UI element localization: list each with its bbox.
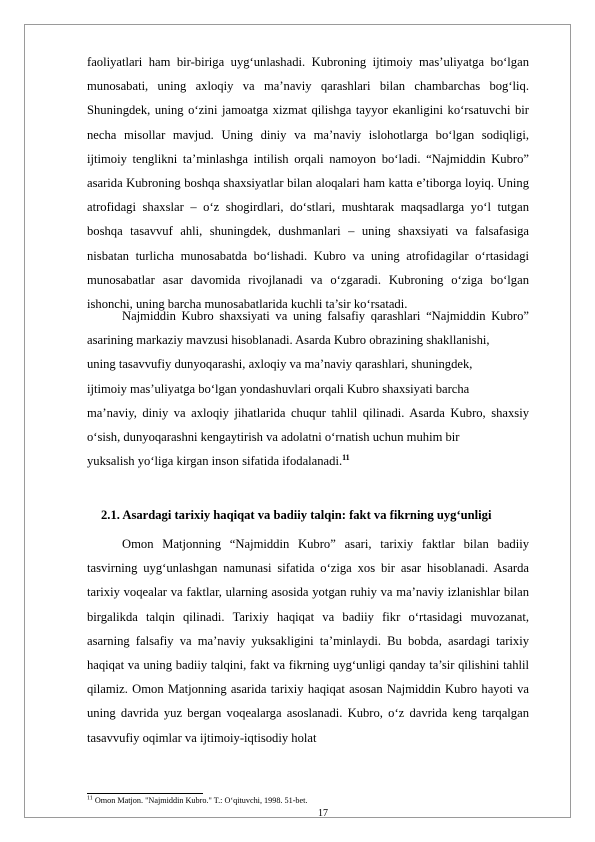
paragraph-2-line: asarining markaziy mavzusi hisoblanadi. Asarda Kubro obrazining shakllanishi, bbox=[87, 333, 490, 348]
footnote bbox=[87, 796, 307, 806]
paragraph-2-line: Najmiddin Kubro shaxsiyati va uning falsafiy qarashlari “Najmiddin Kubro” bbox=[122, 309, 529, 323]
footnote-number: 11 bbox=[87, 795, 93, 802]
paragraph-2-line: o‘sish, dunyoqarashni kengaytirish va adolatni o‘rnatish uchun muhim bir bbox=[87, 430, 460, 445]
paragraph-3: Omon Matjonning “Najmiddin Kubro” asari, tarixiy faktlar bilan badiiy tasvirning uyg‘unlashgan namunasi sifatida o‘ziga xos bir asar hisoblanadi. Asarda tarixiy voqealar va faktlar, ularning asosida yotgan ruhiy va ma’naviy izlanishlar bilan birgalikda talqin qilinadi. Tarixiy haqiqat va badiiy fikr o‘rtasidagi muvozanat, asarning falsafiy va ma’naviy yuksakligini ta’minlaydi. Bu bobda, asardagi tarixiy haqiqat va uning badiiy talqini, fakt va fikrning uyg‘unligi qanday ta’sir qilishini tahlil qilamiz. Omon Matjonning asarida tarixiy haqiqat asosan Najmiddin Kubro hayoti va uning davrida yuz bergan voqealarga asoslanadi. Kubro, o‘z davrida keng tarqalgan tasavvufiy oqimlar va ijtimoiy-iqtisodiy holat bbox=[87, 537, 529, 745]
paragraph-1: faoliyatlari ham bir-biriga uyg‘unlashadi. Kubroning ijtimoiy mas’uliyatga bo‘lgan munosabati, uning axloqiy va ma’naviy qarashlari bilan chambarchas bog‘liq. Shuningdek, uning o‘zini jamoatga xizmat qilishga tayyor ekanligini ko‘rsatuvchi bir necha misollar mavjud. Uning diniy va ma’naviy islohotlarga bo‘lgan sodiqligi, ijtimoiy tenglikni ta’minlashga intilish orqali namoyon bo‘ladi. “Najmiddin Kubro” asarida Kubroning boshqa shaxsiyatlar bilan aloqalari ham katta e’tiborga loyiq. Uning atrofidagi shaxslar – o‘z shogirdlari, do‘stlari, mushtarak maqsadlarga yo‘l tutgan boshqa tasavvuf ahli, shuningdek, dushmanlari – uning shaxsiyati va falsafasiga nisbatan turlicha munosabatda bo‘lishadi. Kubro va uning atrofidagilar o‘rtasidagi munosabatlar asar davomida rivojlanadi va o‘zgaradi. Kubroning o‘ziga bo‘lgan ishonchi, uning barcha munosabatlarida kuchli ta’sir ko‘rsatadi. bbox=[87, 55, 529, 312]
section-heading: 2.1. Asardagi tarixiy haqiqat va badiiy talqin: fakt va fikrning uyg‘unligi bbox=[101, 508, 492, 522]
page-number: 17 bbox=[318, 808, 328, 819]
paragraph-2-line bbox=[87, 449, 529, 473]
paragraph-2-line: ma’naviy, diniy va axloqiy jihatlarida chuqur tahlil qilinadi. Asarda Kubro, shaxsiy bbox=[87, 405, 529, 420]
paragraph-2-line: uning tasavvufiy dunyoqarashi, axloqiy va ma’naviy qarashlari, shuningdek, bbox=[87, 357, 473, 372]
paragraph-2 bbox=[87, 304, 529, 473]
footnote-reference[interactable]: 11 bbox=[342, 453, 350, 463]
footnote-text: Omon Matjon. "Najmiddin Kubro." T.: O‘qituvchi, 1998. 51-bet. bbox=[92, 796, 308, 805]
footnote-divider bbox=[87, 793, 203, 794]
paragraph-2-line: ijtimoiy mas’uliyatga bo‘lgan yondashuvlari orqali Kubro shaxsiyati barcha bbox=[87, 381, 470, 396]
paragraph-2-last-text: yuksalish yo‘liga kirgan inson sifatida ifodalanadi. bbox=[87, 454, 343, 469]
